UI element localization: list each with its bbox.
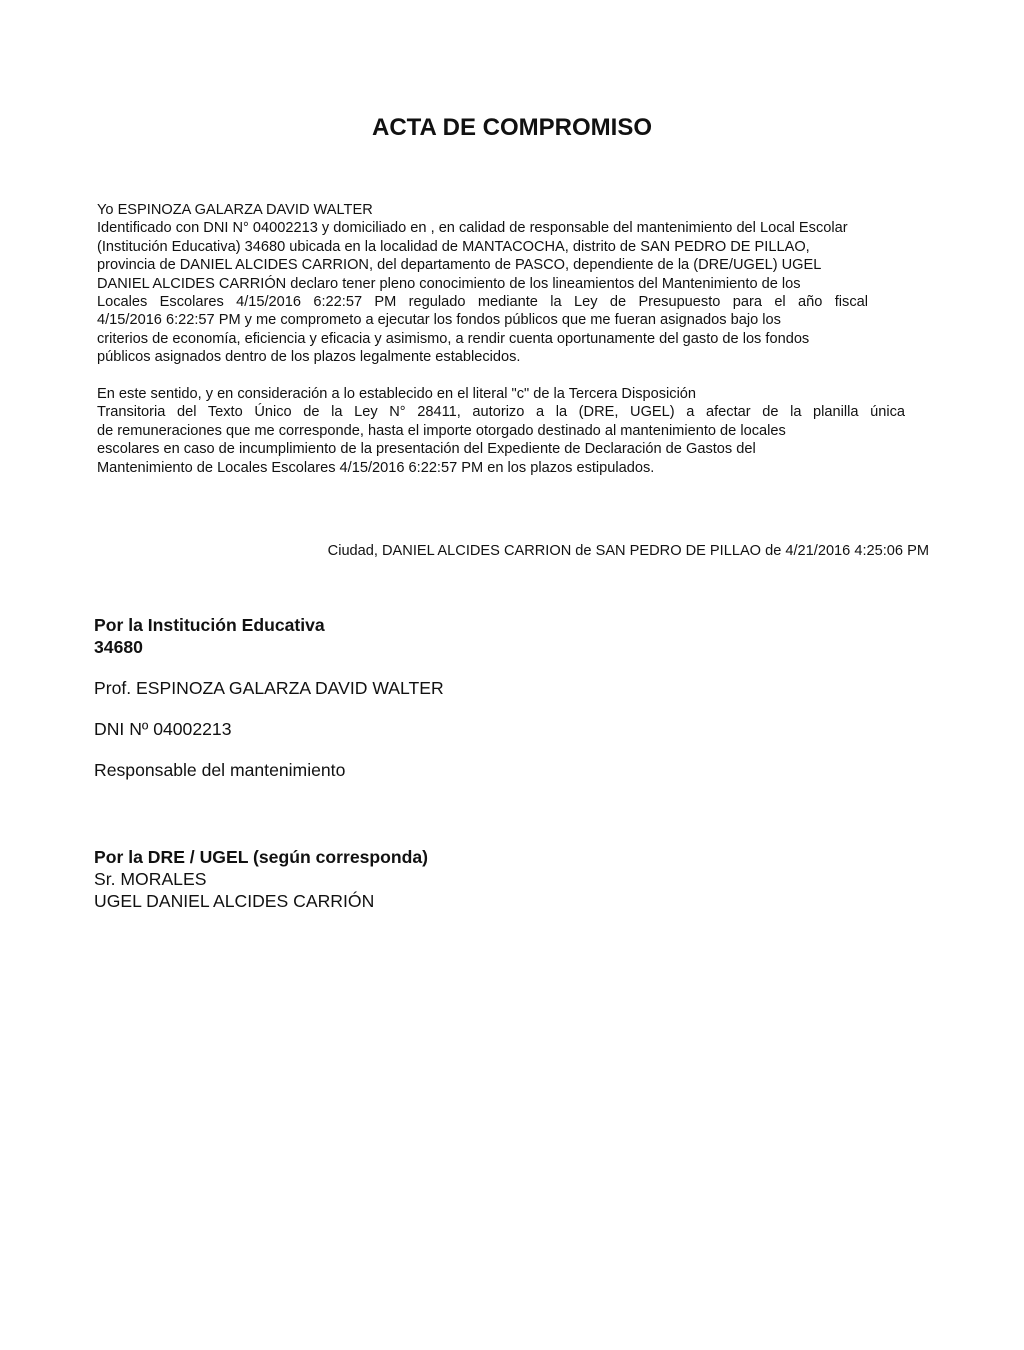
paragraph-line: 4/15/2016 6:22:57 PM y me comprometo a ejecutar los fondos públicos que me fueran asignados bajo los [97,312,781,329]
paragraph-line: Mantenimiento de Locales Escolares 4/15/2016 6:22:57 PM en los plazos estipulados. [97,459,655,476]
paragraph-line: En este sentido, y en consideración a lo establecido en el literal "c" de la Tercera Disposición [97,386,697,402]
paragraph-line: públicos asignados dentro de los plazos legalmente establecidos. [97,349,521,366]
commitment-paragraph [97,201,937,367]
responsible-name: Prof. ESPINOZA GALARZA DAVID WALTER [94,678,444,698]
ugel-entity: UGEL DANIEL ALCIDES CARRIÓN [94,891,375,911]
institution-signature-block [94,614,444,781]
paragraph-line: Transitoria del Texto Único de la Ley N° 28411, autorizo a la (DRE, UGEL) a afectar de la planilla única [97,404,905,421]
paragraph-line: (Institución Educativa) 34680 ubicada en la localidad de MANTACOCHA, distrito de SAN PEDRO DE PILLAO, [97,238,810,255]
paragraph-line: Identificado con DNI N° 04002213 y domiciliado en , en calidad de responsable del mantenimiento del Local Escolar [97,220,848,237]
ugel-signature-block [94,846,428,912]
paragraph-line: provincia de DANIEL ALCIDES CARRION, del departamento de PASCO, dependiente de la (DRE/UGEL) UGEL [97,257,822,274]
paragraph-line: Locales Escolares 4/15/2016 6:22:57 PM regulado mediante la Ley de Presupuesto para el año fiscal [97,294,868,311]
document-title: ACTA DE COMPROMISO [372,114,652,141]
institution-code: 34680 [94,637,143,657]
ugel-official-name: Sr. MORALES [94,869,207,889]
paragraph-line: DANIEL ALCIDES CARRIÓN declaro tener pleno conocimiento de los lineamientos del Mantenimiento de los [97,275,801,292]
ugel-heading: Por la DRE / UGEL (según corresponda) [94,847,429,867]
responsible-dni: DNI Nº 04002213 [94,719,232,739]
paragraph-line: criterios de economía, eficiencia y eficacia y asimismo, a rendir cuenta oportunamente del gasto de los fondos [97,330,810,347]
city-date-line: Ciudad, DANIEL ALCIDES CARRION de SAN PEDRO DE PILLAO de 4/21/2016 4:25:06 PM [327,543,929,559]
paragraph-line: escolares en caso de incumplimiento de la presentación del Expediente de Declaración de Gastos del [97,441,756,458]
authorization-paragraph [97,385,937,477]
paragraph-line: de remuneraciones que me corresponde, hasta el importe otorgado destinado al mantenimiento de locales [97,422,786,439]
paragraph-line: Yo ESPINOZA GALARZA DAVID WALTER [97,202,373,218]
responsible-role: Responsable del mantenimiento [94,760,346,780]
institution-heading: Por la Institución Educativa [94,615,325,635]
